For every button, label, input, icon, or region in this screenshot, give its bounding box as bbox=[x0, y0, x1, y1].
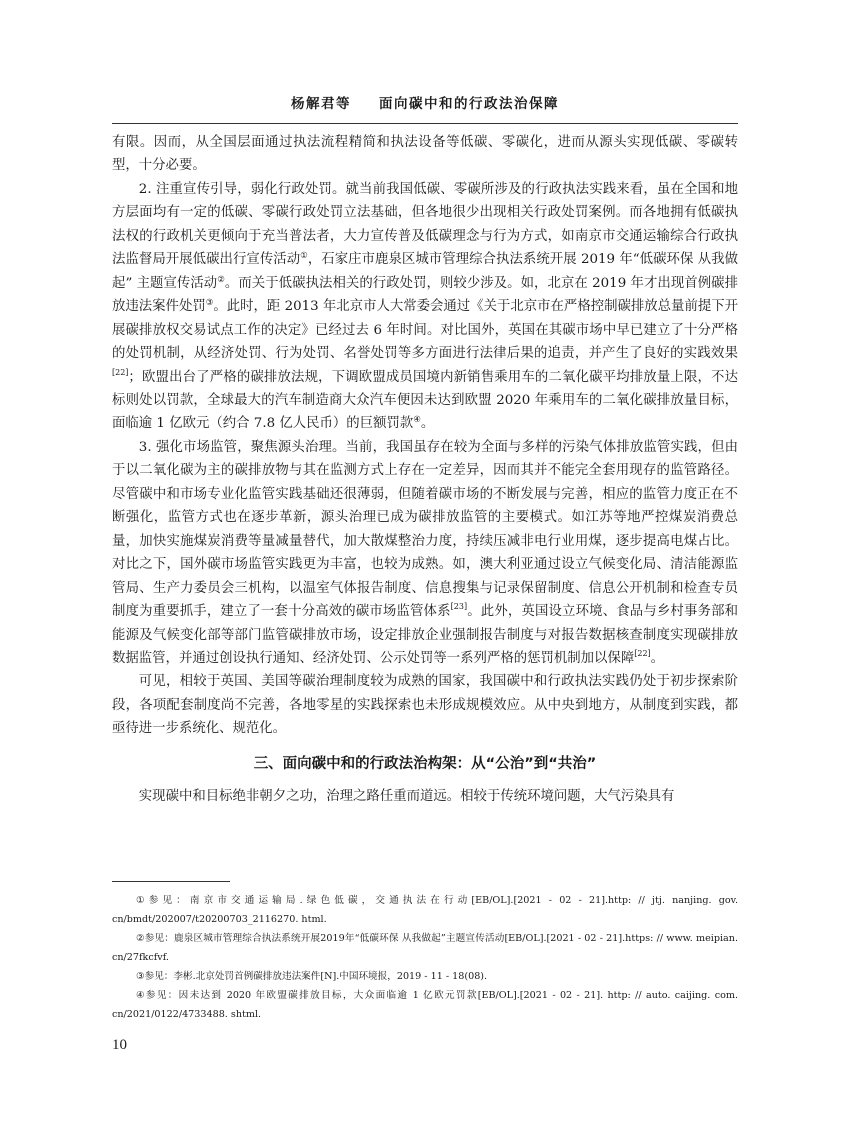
citation-23[interactable]: [23] bbox=[450, 602, 468, 612]
header-title: 面向碳中和的行政法治保障 bbox=[379, 96, 559, 112]
footnote-mark-3[interactable]: ③ bbox=[205, 298, 214, 309]
footnote-divider bbox=[112, 881, 230, 882]
footnote-2: ②参见：鹿泉区城市管理综合执法系统开展2019年“低碳环保 从我做起”主题宣传活动[EB/OL].[2021 - 02 - 21].https: // www. meipian. cn/27fkcfvf. bbox=[112, 933, 738, 963]
running-header bbox=[112, 92, 738, 124]
footnote-1: ①参见：南京市交通运输局.绿色低碳，交通执法在行动[EB/OL].[2021 - 02 - 21].http: // jtj. nanjing. gov. cn/bmdt/202007/t20200703_2116270. html. bbox=[112, 895, 738, 925]
paragraph-0: 有限。因而，从全国层面通过执法流程精简和执法设备等低碳、零碳化，进而从源头实现低碳、零碳转型，十分必要。 bbox=[112, 135, 738, 174]
paragraph-1: 2. 注重宣传引导，弱化行政处罚。就当前我国低碳、零碳所涉及的行政执法实践来看，虽在全国和地方层面均有一定的低碳、零碳行政处罚立法基础，但各地很少出现相关行政处罚案例。而各地拥有低碳执法权的行政机关更倾向于充当普法者，大力宣传普及低碳理念与行为方式，如南京市交通运输综合行政执法监督局开展低碳出行宣传活动①，石家庄市鹿泉区城市管理综合执法系统开展 2019 年“低碳环保 从我做起” 主题宣传活动②。而关于低碳执法相关的行政处罚，则较少涉及。如，北京在 2019 年才出现首例碳排放违法案件处罚③。此时，距 2013 年北京市人大常委会通过《关于北京市在严格控制碳排放总量前提下开展碳排放权交易试点工作的决定》已经过去 6 年时间。对比国外，英国在其碳市场中早已建立了十分严格的处罚机制，从经济处罚、行为处罚、名誉处罚等多方面进行法律后果的追责，并产生了良好的实践效果[22]；欧盟出台了严格的碳排放法规，下调欧盟成员国境内新销售乘用车的二氧化碳平均排放量上限，不达标则处以罚款，全球最大的汽车制造商大众汽车便因未达到欧盟 2020 年乘用车的二氧化碳排放量目标，面临逾 1 亿欧元（约合 7.8 亿人民币）的巨额罚款④。 bbox=[112, 181, 739, 432]
footnote-4: ④参见：因未达到 2020 年欧盟碳排放目标，大众面临逾 1 亿欧元罚款[EB/OL].[2021 - 02 - 21]. http: // auto. caijing. com. cn/2021/0122/4733488. shtml. bbox=[112, 990, 738, 1020]
header-authors: 杨解君等 bbox=[291, 96, 351, 112]
body-text bbox=[112, 131, 738, 808]
section-title: 三、面向碳中和的行政法治构架：从“公治”到“共治” bbox=[253, 755, 597, 772]
footnote-mark-2[interactable]: ② bbox=[217, 274, 225, 285]
footnote-3: ③参见：李彬.北京处罚首例碳排放违法案件[N].中国环境报，2019 - 11 - 18(08). bbox=[136, 971, 488, 982]
paragraph-3: 可见，相较于英国、美国等碳治理制度较为成熟的国家，我国碳中和行政执法实践仍处于初步探索阶段，各项配套制度尚不完善，各地零星的实践探索也未形成规模效应。从中央到地方，从制度到实践，都亟待进一步系统化、规范化。 bbox=[112, 674, 738, 737]
citation-22[interactable]: [22] bbox=[112, 367, 129, 377]
citation-22-second[interactable]: [22] bbox=[634, 648, 651, 658]
footnote-mark-4[interactable]: ④ bbox=[413, 415, 421, 426]
page-number: 10 bbox=[112, 1037, 127, 1053]
footnote-mark-1[interactable]: ① bbox=[300, 251, 308, 262]
paragraph-4: 实现碳中和目标绝非朝夕之功，治理之路任重而道远。相较于传统环境问题，大气污染具有 bbox=[138, 788, 675, 804]
paragraph-2: 3. 强化市场监管，聚焦源头治理。当前，我国虽存在较为全面与多样的污染气体排放监管实践，但由于以二氧化碳为主的碳排放物与其在监测方式上存在一定差异，因而其并不能完全套用现存的监管路径。尽管碳中和市场专业化监管实践基础还很薄弱，但随着碳市场的不断发展与完善，相应的监管力度正在不断强化，监管方式也在逐步革新，源头治理已成为碳排放监管的主要模式。如江苏等地严控煤炭消费总量，加快实施煤炭消费等量减量替代，加大散煤整治力度，持续压减非电行业用煤，逐步提高电煤占比。对比之下，国外碳市场监管实践更为丰富，也较为成熟。如，澳大利亚通过设立气候变化局、清洁能源监管局、生产力委员会三机构，以温室气体报告制度、信息搜集与记录保留制度、信息公开机制和检查专员制度为重要抓手，建立了一套十分高效的碳市场监管体系[23]。此外，英国设立环境、食品与乡村事务部和能源及气候变化部等部门监管碳排放市场，设定排放企业强制报告制度与对报告数据核查制度实现碳排放数据监管，并通过创设执行通知、经济处罚、公示处罚等一系列严格的惩罚机制加以保障[22]。 bbox=[112, 439, 739, 666]
footnotes bbox=[112, 891, 738, 1024]
